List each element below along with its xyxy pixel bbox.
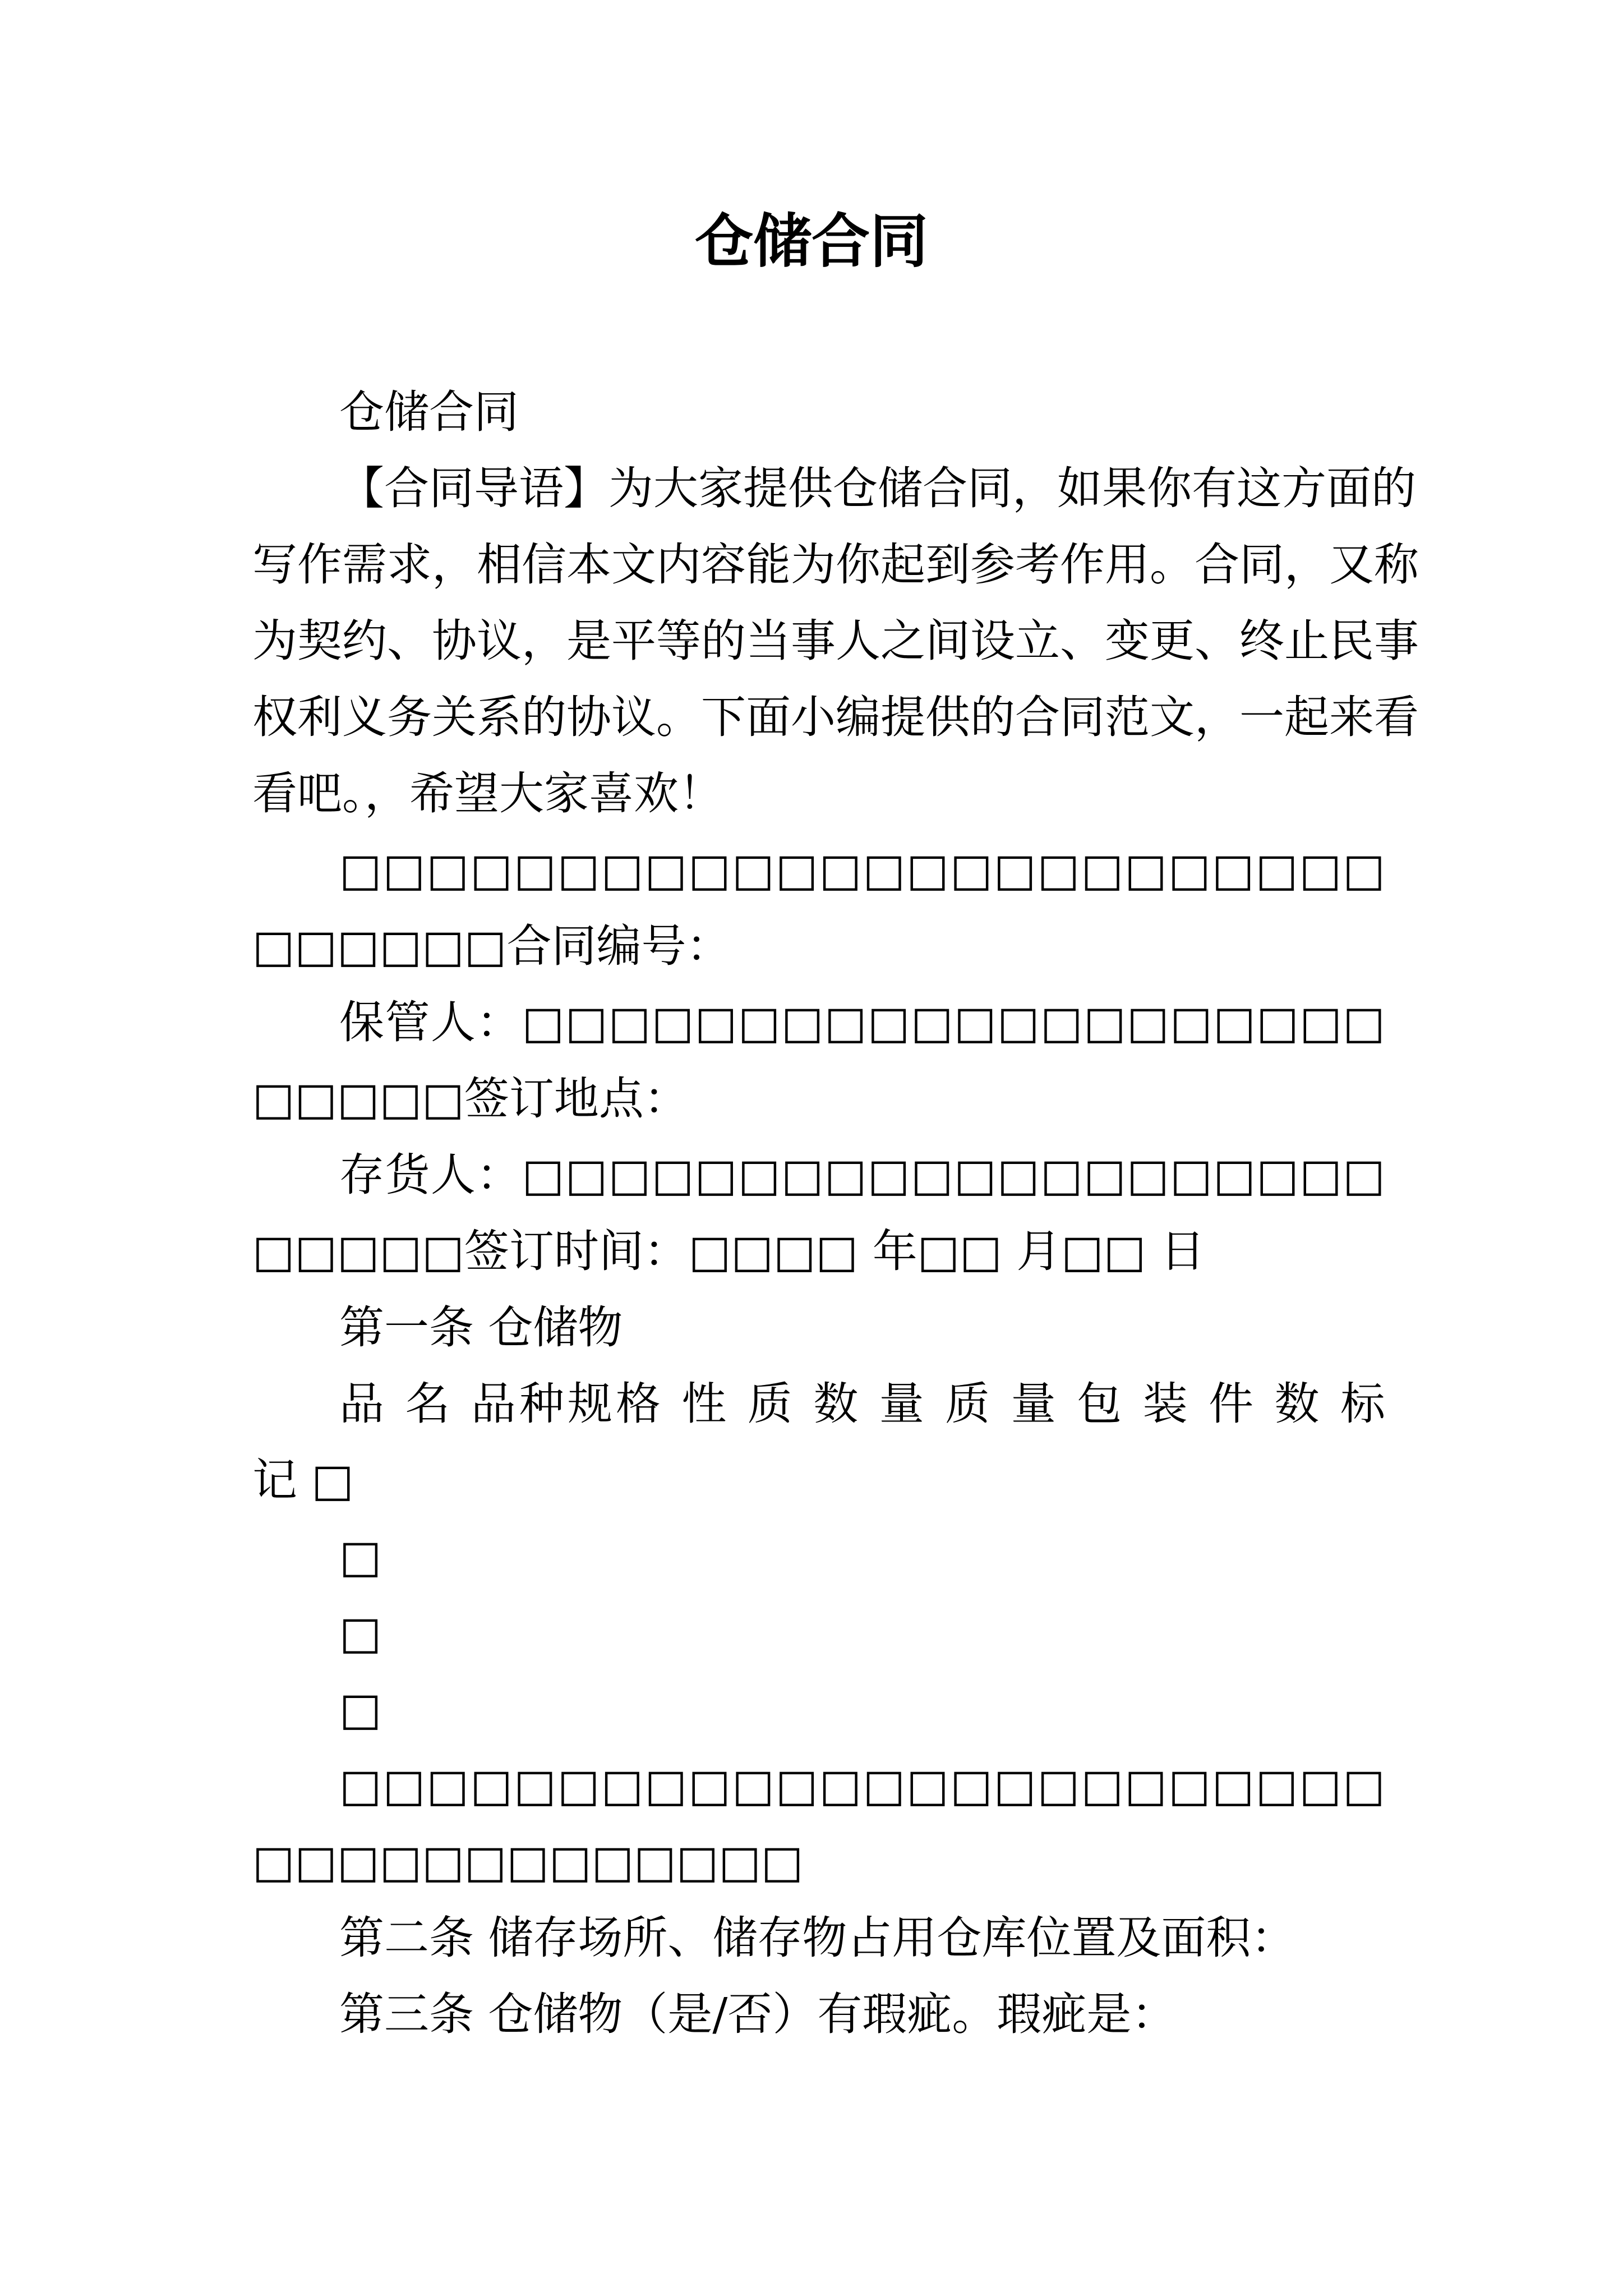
body-line-intro-4: 权利义务关系的协议。下面小编提供的合同范文，一起来看 bbox=[252, 691, 1419, 743]
signing-date-line: □□□□□签订时间：□□□□ 年□□ 月□□ 日 bbox=[252, 1225, 1205, 1277]
body-line-heading: 仓储合同 bbox=[339, 386, 519, 438]
body-line-boxes-2: □□□□□□□□□□□□□□□□□□□□□□□□ bbox=[339, 1759, 1385, 1811]
body-line-intro-1: 【合同导语】为大家提供仓储合同，如果你有这方面的 bbox=[339, 462, 1416, 514]
body-line-intro-2: 写作需求，相信本文内容能为你起到参考作用。合同，又称 bbox=[252, 539, 1419, 591]
body-line-boxes-3: □□□□□□□□□□□□□ bbox=[252, 1835, 804, 1888]
document-title: 仓储合同 bbox=[694, 206, 928, 275]
goods-table-header: 品 名 品种规格 性 质 数 量 质 量 包 装 件 数 标 bbox=[339, 1378, 1385, 1430]
article-2-line: 第二条 储存场所、储存物占用仓库位置及面积： bbox=[339, 1912, 1296, 1964]
depositor-line: 存货人：□□□□□□□□□□□□□□□□□□□□ bbox=[339, 1149, 1385, 1201]
signing-place-line: □□□□□签订地点： bbox=[252, 1073, 689, 1125]
body-line-boxes-1: □□□□□□□□□□□□□□□□□□□□□□□□ bbox=[339, 844, 1385, 896]
article-3-line: 第三条 仓储物（是/否）有瑕疵。瑕疵是： bbox=[339, 1988, 1177, 2040]
goods-row-2: □ bbox=[339, 1607, 382, 1659]
goods-row-3: □ bbox=[339, 1683, 382, 1735]
goods-row-1: □ bbox=[339, 1530, 382, 1582]
contract-number-line: □□□□□□合同编号： bbox=[252, 920, 731, 972]
body-line-intro-5: 看吧。，希望大家喜欢！ bbox=[252, 767, 723, 820]
body-line-intro-3: 为契约、协议，是平等的当事人之间设立、变更、终止民事 bbox=[252, 615, 1419, 667]
article-1-heading: 第一条 仓储物 bbox=[339, 1301, 623, 1354]
goods-table-header-cont: 记 □ bbox=[252, 1454, 354, 1506]
custodian-line: 保管人：□□□□□□□□□□□□□□□□□□□□ bbox=[339, 996, 1385, 1048]
